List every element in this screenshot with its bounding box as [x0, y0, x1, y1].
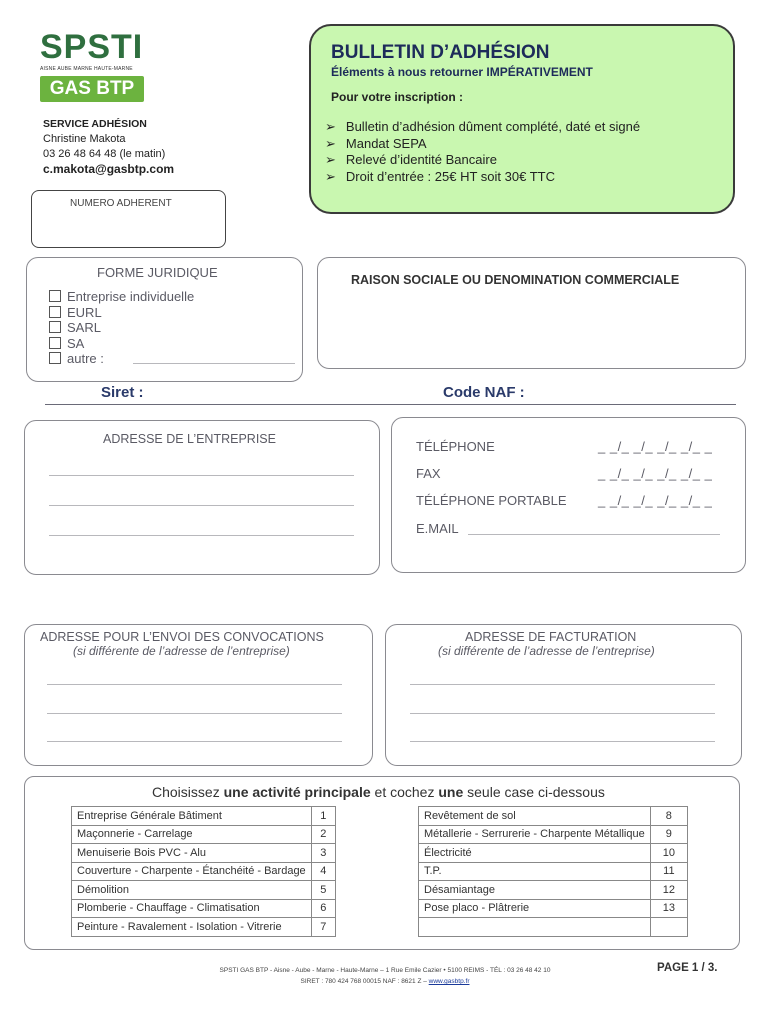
bulletin-subtitle: Éléments à nous retourner IMPÉRATIVEMENT	[331, 65, 593, 79]
portable-label: TÉLÉPHONE PORTABLE	[416, 493, 567, 508]
table-row[interactable]: Métallerie - Serrurerie - Charpente Métallique 9	[419, 825, 688, 844]
forme-juridique-box	[26, 257, 303, 382]
table-row[interactable]: Plomberie - Chauffage - Climatisation 6	[72, 899, 336, 918]
adresse-entreprise-box	[24, 420, 380, 575]
bulletin-item: ➢ Bulletin d’adhésion dûment complété, daté et signé	[325, 119, 641, 134]
table-row[interactable]	[419, 918, 688, 937]
code-naf-label: Code NAF :	[443, 384, 525, 401]
checkbox-icon[interactable]	[49, 352, 61, 364]
contact-email[interactable]: c.makota@gasbtp.com	[43, 162, 175, 176]
logo-badge: GAS BTP	[40, 76, 144, 102]
logo	[40, 30, 150, 106]
address-line[interactable]	[47, 741, 342, 742]
telephone-label: TÉLÉPHONE	[416, 439, 495, 454]
contact-numbers-box	[391, 417, 746, 573]
checkbox-icon[interactable]	[49, 337, 61, 349]
bullet-arrow-icon: ➢	[325, 168, 336, 184]
option-sarl[interactable]: SARL	[49, 320, 194, 336]
table-row[interactable]: T.P. 11	[419, 862, 688, 881]
address-line[interactable]	[49, 505, 354, 506]
table-row[interactable]: Démolition 5	[72, 881, 336, 900]
numero-adherent-field[interactable]	[31, 190, 226, 248]
footer-address: SPSTI GAS BTP - Aisne - Aube - Marne - Haute-Marne – 1 Rue Emile Cazier • 5100 REIMS - TÉL : 03 26 48 42 10	[219, 967, 551, 974]
bullet-arrow-icon: ➢	[325, 152, 336, 167]
convocations-box	[24, 624, 373, 766]
contact-name: Christine Makota	[43, 133, 126, 145]
adresse-entreprise-title: ADRESSE DE L’ENTREPRISE	[103, 432, 276, 446]
activites-table-right	[418, 806, 688, 937]
table-row[interactable]: Revêtement de sol 8	[419, 807, 688, 826]
forme-options	[49, 289, 194, 367]
table-row[interactable]: Couverture - Charpente - Étanchéité - Bardage 4	[72, 862, 336, 881]
bulletin-lead: Pour votre inscription :	[331, 90, 464, 104]
autre-line[interactable]	[133, 363, 295, 364]
address-line[interactable]	[47, 713, 342, 714]
footer-siret: SIRET : 780 424 768 00015 NAF : 8621 Z – www.gasbtp.fr	[300, 978, 470, 985]
checkbox-icon[interactable]	[49, 306, 61, 318]
facturation-box	[385, 624, 742, 766]
portable-field[interactable]: _ _/_ _/_ _/_ _/_ _	[598, 493, 713, 508]
bulletin-title: BULLETIN D’ADHÉSION	[331, 42, 550, 63]
table-row[interactable]: Peinture - Ravalement - Isolation - Vitrerie 7	[72, 918, 336, 937]
checkbox-icon[interactable]	[49, 290, 61, 302]
address-line[interactable]	[410, 684, 715, 685]
address-line[interactable]	[47, 684, 342, 685]
table-row[interactable]: Maçonnerie - Carrelage 2	[72, 825, 336, 844]
siret-label: Siret :	[101, 384, 144, 401]
address-line[interactable]	[49, 475, 354, 476]
bullet-arrow-icon: ➢	[325, 135, 336, 151]
option-autre[interactable]: autre :	[49, 351, 194, 367]
table-row[interactable]: Électricité 10	[419, 844, 688, 863]
forme-juridique-title: FORME JURIDIQUE	[97, 265, 218, 280]
bulletin-item: ➢ Relevé d’identité Bancaire	[325, 152, 497, 167]
bulletin-box	[309, 24, 735, 214]
convocations-note: (si différente de l’adresse de l’entreprise)	[73, 644, 290, 658]
option-eurl[interactable]: EURL	[49, 305, 194, 321]
fax-label: FAX	[416, 466, 441, 481]
logo-brand: SPSTI	[40, 28, 144, 66]
facturation-title: ADRESSE DE FACTURATION	[465, 630, 637, 644]
table-row[interactable]: Menuiserie Bois PVC - Alu 3	[72, 844, 336, 863]
website-link[interactable]: www.gasbtp.fr	[428, 978, 470, 985]
footer	[150, 965, 620, 987]
contact-block	[43, 117, 174, 177]
contact-phone: 03 26 48 64 48 (le matin)	[43, 148, 166, 160]
table-row[interactable]: Désamiantage 12	[419, 881, 688, 900]
option-sa[interactable]: SA	[49, 336, 194, 352]
logo-regions: AISNE AUBE MARNE HAUTE-MARNE	[40, 66, 133, 72]
bullet-arrow-icon: ➢	[325, 119, 336, 134]
raison-sociale-title: RAISON SOCIALE OU DENOMINATION COMMERCIALE	[351, 273, 680, 287]
table-row[interactable]: Entreprise Générale Bâtiment 1	[72, 807, 336, 826]
service-label: SERVICE ADHÉSION	[43, 118, 147, 130]
numero-adherent-label: NUMERO ADHERENT	[70, 198, 172, 209]
activite-heading: Choisissez une activité principale et cochez une seule case ci-dessous	[152, 784, 605, 800]
convocations-title: ADRESSE POUR L’ENVOI DES CONVOCATIONS	[40, 630, 324, 644]
bulletin-item: ➢ Droit d’entrée : 25€ HT soit 30€ TTC	[325, 168, 555, 184]
page-number: PAGE 1 / 3.	[657, 962, 718, 974]
table-row[interactable]: Pose placo - Plâtrerie 13	[419, 899, 688, 918]
activites-table-left	[71, 806, 336, 937]
option-entreprise-individuelle[interactable]: Entreprise individuelle	[49, 289, 194, 305]
siret-rule[interactable]	[45, 404, 736, 405]
address-line[interactable]	[49, 535, 354, 536]
bulletin-list	[325, 119, 640, 185]
facturation-note: (si différente de l’adresse de l’entreprise)	[438, 644, 655, 658]
email-label: E.MAIL	[416, 521, 459, 536]
address-line[interactable]	[410, 741, 715, 742]
telephone-field[interactable]: _ _/_ _/_ _/_ _/_ _	[598, 439, 713, 454]
email-line[interactable]	[468, 534, 720, 535]
bulletin-item: ➢ Mandat SEPA	[325, 135, 427, 151]
fax-field[interactable]: _ _/_ _/_ _/_ _/_ _	[598, 466, 713, 481]
checkbox-icon[interactable]	[49, 321, 61, 333]
raison-sociale-box[interactable]	[317, 257, 746, 369]
address-line[interactable]	[410, 713, 715, 714]
